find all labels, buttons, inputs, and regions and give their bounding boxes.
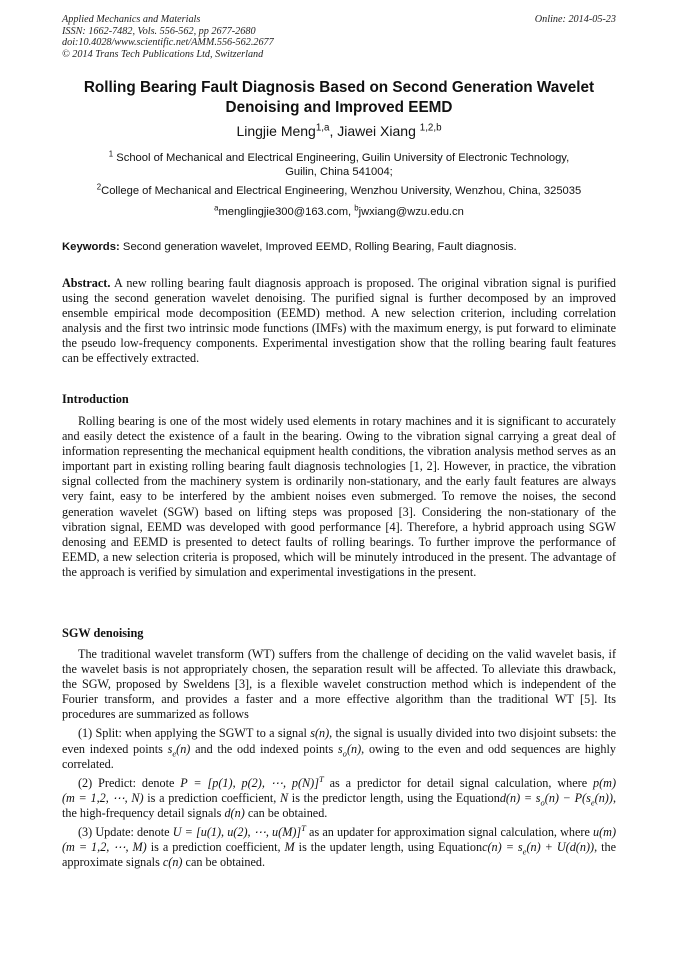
sgw-heading: SGW denoising xyxy=(62,626,144,640)
sgw-paragraph: The traditional wavelet transform (WT) suffers from the challenge of deciding on the valid wavelet basis, if the wavelet basis is not appropriately chosen, the separation result will be affected. To alleviate this drawback, the SGW, proposed by Sweldens [3], is a flexible wavelet construction method which is independent of the Fourier transform, and provides a faster and a more effective algorithm than the traditional WT [5]. Its procedures are summarized as follows xyxy=(62,647,616,722)
introduction-body xyxy=(62,414,616,580)
author-1: Lingjie Meng xyxy=(236,123,316,139)
affiliation-1-number: 1 xyxy=(108,149,114,159)
predict-range: (m = 1,2, ⋯, N) xyxy=(62,790,144,805)
even-n: (n) xyxy=(176,741,191,756)
introduction-paragraph: Rolling bearing is one of the most widely used elements in rotary machines and it is significant to accurately and easily detect the existence of a fault in the bearing. Owing to the vibration signal carrying a great deal of information representing the mechanical equipment health conditions, the vibration analysis method serves as an important part in existing rolling bearing fault diagnosis technologies [1, 2]. However, in practice, the vibration signal collected from the machinery system is ordinarily non-stationary, and the early fault features are always very faint, easy to be interfered by the ambient noises even submerged. To remove the noises, the second generation wavelet (SGW) based on lifting steps was proposed [3]. Considering the non-stationary of the vibration signal, EEMD was developed with good performance [4]. Therefore, a hybrid approach using SGW denosing and EEMD is presented to detect faults of rolling bearings. To further improve the performance of EEMD, a new selection criteria is proposed, which will be minutely introduced in the present. The advantage of the approach is verified by simulation and experimental investigations in the present. xyxy=(62,414,616,579)
journal-header xyxy=(62,14,274,60)
copyright-line: © 2014 Trans Tech Publications Ltd, Switzerland xyxy=(62,48,264,60)
predict-text-2: as a predictor for detail signal calculation, where xyxy=(323,775,593,790)
email-b-marker: b xyxy=(354,203,359,213)
predict-text-1: (2) Predict: denote xyxy=(78,775,181,790)
update-equation xyxy=(482,840,595,857)
update-length-m: M xyxy=(284,840,295,855)
split-text-4: , owing to the even and odd sequences are highly correlated. xyxy=(62,741,616,771)
update-coef: u(m) xyxy=(593,825,617,840)
odd-s: s xyxy=(337,741,343,756)
update-text-3: is a prediction coefficient, xyxy=(146,840,285,855)
pe-sub-e: e xyxy=(590,797,595,808)
author-emails xyxy=(50,205,628,219)
predict-equation xyxy=(499,790,613,808)
pe-sub-o: o xyxy=(540,797,545,808)
update-text-2: as an updater for approximation signal calculation, where xyxy=(305,825,593,840)
issn-line: ISSN: 1662-7482, Vols. 556-562, pp 2677-2680 xyxy=(62,25,256,37)
affiliation-1-line-2: Guilin, China 541004; xyxy=(285,166,393,178)
predict-text-5: , the high-frequency detail signals xyxy=(62,790,616,820)
ue-2: (n) + U(d(n)) xyxy=(526,840,595,855)
introduction-heading: Introduction xyxy=(62,392,129,406)
signal-sn: s(n) xyxy=(310,726,330,741)
predict-coef: p(m) xyxy=(593,775,617,790)
even-s: s xyxy=(167,741,173,756)
even-sub: e xyxy=(172,748,177,758)
split-text-3: and the odd indexed points xyxy=(190,741,338,756)
keywords xyxy=(62,240,616,254)
update-text-1: (3) Update: denote xyxy=(78,825,173,840)
email-a: menglingjie300@163.com, xyxy=(218,206,355,218)
abstract-label: Abstract. xyxy=(62,276,111,290)
title-line-2: Denoising and Improved EEMD xyxy=(225,99,453,116)
predictor-transpose: T xyxy=(318,773,324,784)
predict-text-4: is the predictor length, using the Equation xyxy=(288,790,500,805)
update-range: (m = 1,2, ⋯, M) xyxy=(62,840,147,855)
author-2-affil: 1,2,b xyxy=(419,122,442,134)
ue-1: c(n) = s xyxy=(482,840,523,855)
predict-step xyxy=(62,773,617,821)
author-separator: , xyxy=(329,123,338,139)
keywords-text: Second generation wavelet, Improved EEMD, Rolling Bearing, Fault diagnosis. xyxy=(119,241,517,253)
keywords-label: Keywords: xyxy=(62,241,120,253)
odd-n: (n) xyxy=(346,741,362,756)
email-b: jwxiang@wzu.edu.cn xyxy=(358,206,464,218)
pe-3: (n)) xyxy=(594,790,613,805)
detail-signal: d(n) xyxy=(224,805,245,820)
affiliation-1-line-1: School of Mechanical and Electrical Engineering, Guilin University of Electronic Technology, xyxy=(116,152,570,164)
doi-line: doi:10.4028/www.scientific.net/AMM.556-562.2677 xyxy=(62,37,274,48)
sgw-body xyxy=(62,647,616,870)
split-text-1: (1) Split: when applying the SGWT to a signal xyxy=(78,726,311,741)
affiliation-2-number: 2 xyxy=(96,182,102,192)
ue-sub-e: e xyxy=(522,846,527,857)
split-step xyxy=(62,726,616,771)
odd-sub: o xyxy=(342,748,347,758)
update-text-4: is the updater length, using Equation xyxy=(294,840,483,855)
abstract xyxy=(62,276,616,367)
affiliation-2 xyxy=(50,184,628,198)
online-date: Online: 2014-05-23 xyxy=(534,14,616,25)
pe-2: (n) − P(s xyxy=(544,790,591,805)
updater-vector xyxy=(172,822,306,840)
affiliation-1 xyxy=(50,151,628,179)
even-subset xyxy=(168,742,191,756)
update-step xyxy=(62,822,617,870)
predict-text-3: is a prediction coefficient, xyxy=(143,790,280,805)
pe-1: d(n) = s xyxy=(499,790,541,805)
odd-subset xyxy=(338,742,361,756)
paper-title xyxy=(40,78,638,118)
author-2: Jiawei Xiang xyxy=(337,123,416,139)
approx-signal: c(n) xyxy=(162,855,183,870)
predictor-p: P = [p(1), p(2), ⋯, p(N)] xyxy=(180,775,319,790)
abstract-text: A new rolling bearing fault diagnosis approach is proposed. The original vibration signal is purified using the second generation wavelet denoising. The purified signal is further decomposed by an improved ensemble empirical mode decomposition (EEMD) method. A new selection criterion, including correlation analysis and the first two intrinsic mode functions (IMFs) with the maximum energy, is put forward to eliminate the pseudo low-frequency components. Experimental investigation show that the rolling bearing fault features can be effectively extracted. xyxy=(62,276,616,366)
journal-name: Applied Mechanics and Materials xyxy=(62,14,201,25)
updater-transpose: T xyxy=(301,822,306,833)
predict-length-n: N xyxy=(279,790,289,805)
predict-text-6: can be obtained. xyxy=(244,805,328,820)
predictor-vector xyxy=(180,773,324,790)
update-text-5: , the approximate signals xyxy=(62,840,616,870)
affiliation-2-text: College of Mechanical and Electrical Engineering, Wenzhou University, Wenzhou, China, 325035 xyxy=(101,185,582,197)
author-1-affil: 1,a xyxy=(315,122,330,134)
email-a-marker: a xyxy=(214,203,219,213)
updater-u: U = [u(1), u(2), ⋯, u(M)] xyxy=(172,825,302,840)
author-list xyxy=(40,122,638,140)
update-text-6: can be obtained. xyxy=(182,855,266,870)
title-line-1: Rolling Bearing Fault Diagnosis Based on Second Generation Wavelet xyxy=(83,79,595,96)
split-text-2: , the signal is usually divided into two disjoint subsets: the even indexed points xyxy=(62,726,616,756)
